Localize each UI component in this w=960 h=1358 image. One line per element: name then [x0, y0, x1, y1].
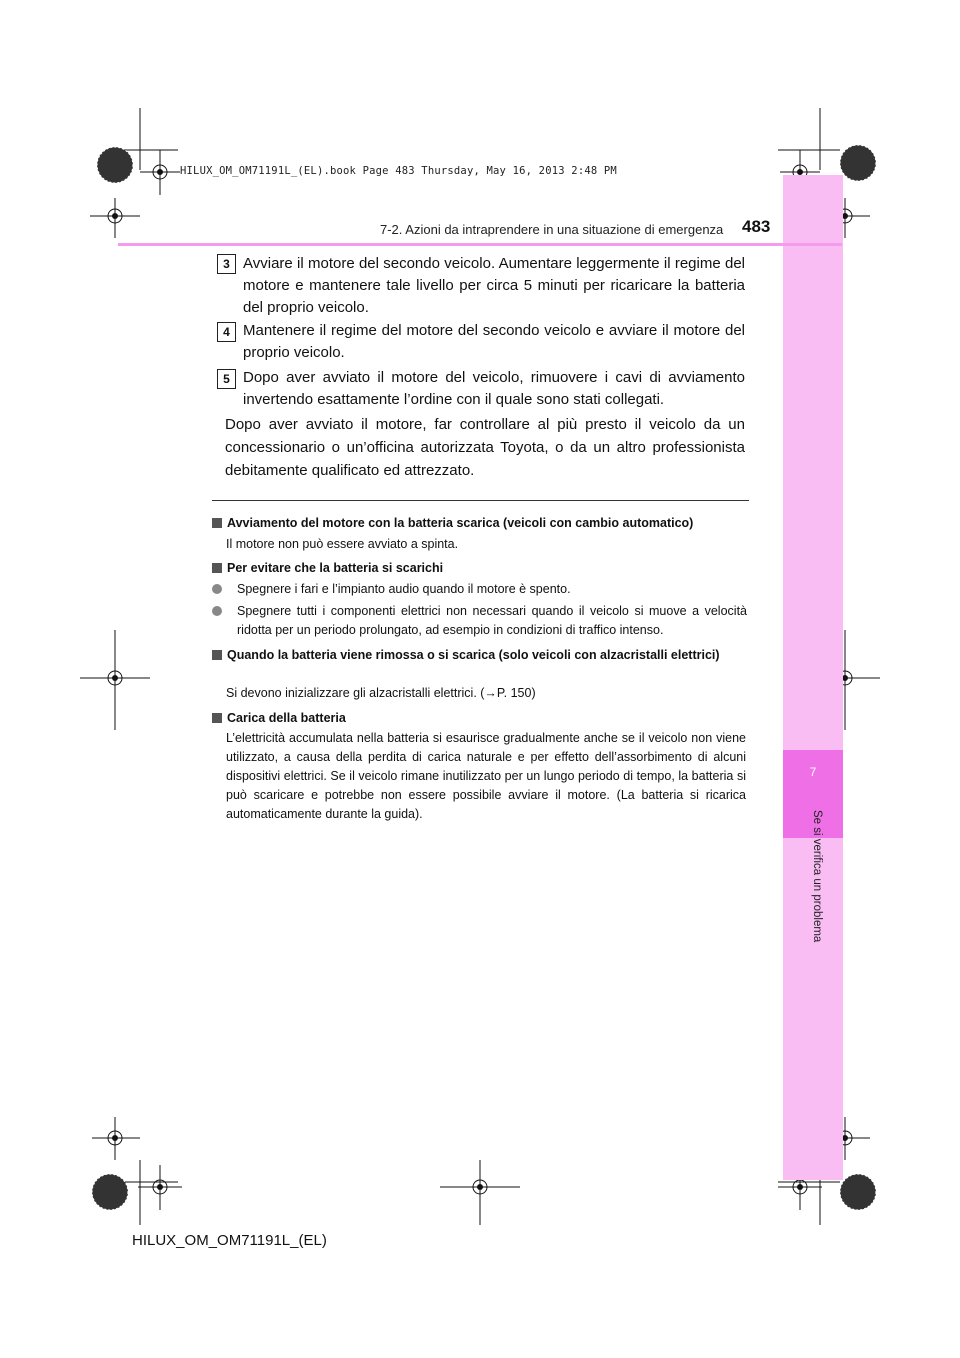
step-text-5: Dopo aver avviato il motore del veicolo, rimuovere i cavi di avviamento invertendo esattamente l’ordine con il quale sono stati collegati.: [243, 369, 745, 408]
header-rule: [118, 243, 842, 246]
note-heading-3: [212, 646, 747, 664]
note-heading-4: [212, 709, 747, 727]
note-text-4: L’elettricità accumulata nella batteria si esaurisce gradualmente anche se il veicolo non viene utilizzato, a causa della perdita di carica naturale e per effetto dell’assorbimento di alcuni dispositivi elettrici. Se il veicolo rimane inutilizzato per un lungo periodo di tempo, la batteria si può scaricare e potrebbe non essere possibile avviare il motore. (La batteria si ricarica automaticamente durante la guida).: [226, 731, 746, 821]
note-text-3: Si devono inizializzare gli alzacristalli elettrici. (→P. 150): [226, 686, 536, 700]
page-number: 483: [742, 217, 771, 236]
step-text-4: Mantenere il regime del motore del secondo veicolo e avviare il motore del proprio veicolo.: [243, 322, 745, 361]
note-heading-2-text: Per evitare che la batteria si scarichi: [227, 561, 444, 575]
note-heading-4-text: Carica della batteria: [227, 711, 346, 725]
note-heading-1: [212, 514, 747, 532]
step-number-5: 5: [217, 369, 236, 389]
bullet-text-2: Spegnere tutti i componenti elettrici non necessari quando il veicolo si muove a velocità ridotta per un periodo prolungato, ad esempio in condizioni di traffico intenso.: [237, 604, 747, 637]
step-number-4: 4: [217, 322, 236, 342]
chapter-number: 7: [809, 765, 817, 779]
round-bullet-icon: [212, 584, 222, 594]
chapter-label-wrapper: [807, 810, 823, 870]
step-text-3: Avviare il motore del secondo veicolo. Aumentare leggermente il regime del motore e mantenere tale livello per circa 5 minuti per ricaricare la batteria del proprio veicolo.: [243, 255, 745, 316]
step-number-3: 3: [217, 254, 236, 274]
note-text-1: Il motore non può essere avviato a spinta.: [226, 537, 459, 551]
body-paragraph: Dopo aver avviato il motore, far controllare al più presto il veicolo da un concessionario o un’officina autorizzata Toyota, o da un altro professionista debitamente qualificato ed attrezzato.: [225, 416, 745, 479]
file-stamp: HILUX_OM_OM71191L_(EL).book Page 483 Thursday, May 16, 2013 2:48 PM: [180, 165, 617, 177]
chapter-label: [811, 810, 823, 870]
section-title: 7-2. Azioni da intraprendere in una situazione di emergenza: [380, 222, 724, 237]
square-bullet-icon: [212, 650, 222, 660]
bullet-text-1: Spegnere i fari e l’impianto audio quando il motore è spento.: [237, 582, 571, 596]
list-item: [212, 580, 747, 599]
square-bullet-icon: [212, 563, 222, 573]
list-item: [212, 602, 747, 640]
section-separator: [212, 500, 749, 501]
note-heading-2: [212, 559, 747, 577]
note-heading-3-text: Quando la batteria viene rimossa o si scarica (solo veicoli con alzacristalli elettrici): [227, 648, 720, 662]
chapter-side-tab: [783, 175, 843, 1180]
footer-document-id: HILUX_OM_OM71191L_(EL): [132, 1232, 327, 1249]
square-bullet-icon: [212, 713, 222, 723]
note-heading-1-text: Avviamento del motore con la batteria scarica (veicoli con cambio automatico): [227, 516, 694, 530]
square-bullet-icon: [212, 518, 222, 528]
round-bullet-icon: [212, 606, 222, 616]
